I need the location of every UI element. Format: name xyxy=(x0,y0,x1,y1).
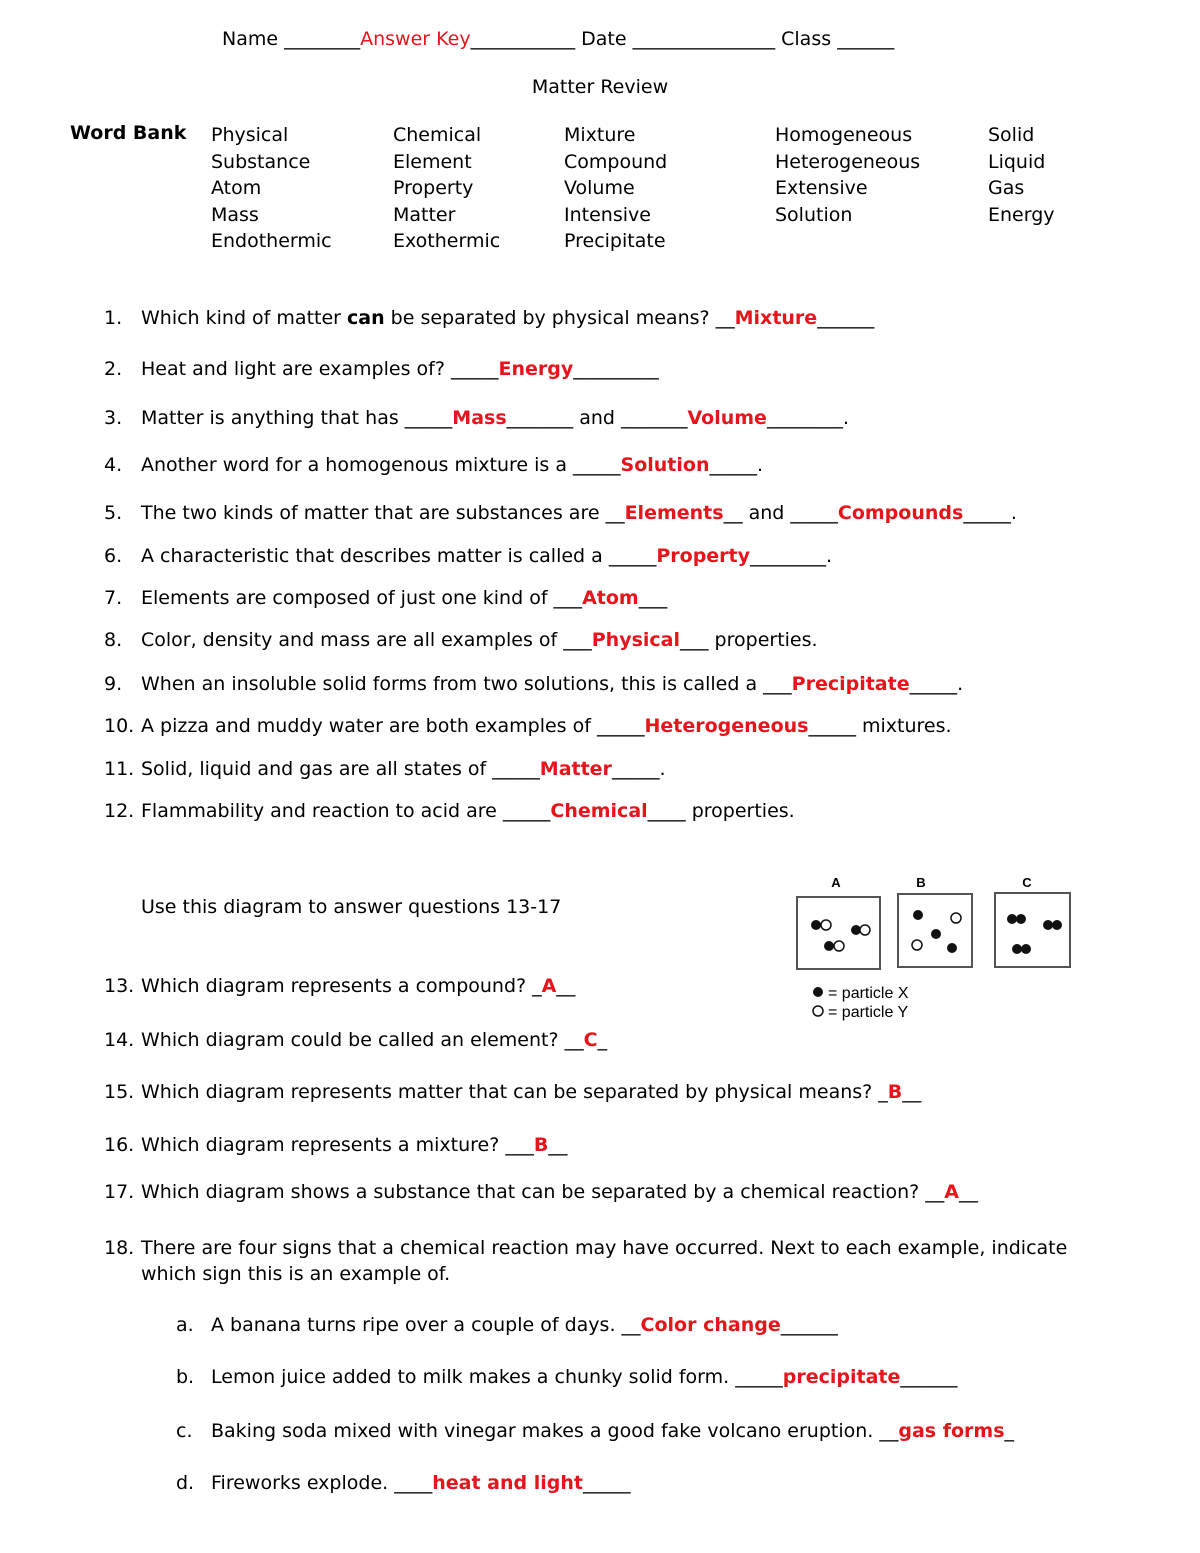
word-bank-label: Word Bank xyxy=(70,122,187,144)
answer-blank: _____. xyxy=(909,673,964,695)
answer: Solution xyxy=(620,454,710,476)
name-label: Name xyxy=(222,28,279,50)
word-bank-term: Solid xyxy=(988,124,1035,146)
answer-blank: ______ xyxy=(900,1366,958,1388)
class-blank: ______ xyxy=(837,28,895,50)
word-bank-term: Substance xyxy=(211,150,311,173)
header-line xyxy=(222,28,894,50)
question-number: 8. xyxy=(104,629,123,651)
legend-particle-y-icon xyxy=(813,1006,823,1016)
word-bank-term: Energy xyxy=(988,203,1055,226)
word-bank-term: Intensive xyxy=(564,203,651,226)
word-bank-column-4 xyxy=(775,122,920,228)
word-bank-term: Mixture xyxy=(564,124,636,146)
question-text: __ and _____ xyxy=(723,502,838,524)
answer: Elements xyxy=(624,502,724,524)
question-number: 11. xyxy=(104,758,135,780)
date-blank: _______________ xyxy=(632,28,776,50)
question-number: 10. xyxy=(104,715,135,737)
answer-blank: ______ xyxy=(817,307,875,329)
question-number: 4. xyxy=(104,454,123,476)
name-blank-post: ___________ xyxy=(470,28,576,50)
word-bank-term: Element xyxy=(393,150,472,173)
page-title: Matter Review xyxy=(531,76,669,98)
word-bank-column-2 xyxy=(393,122,500,255)
answer-blank: ___ xyxy=(638,587,668,609)
question-14 xyxy=(104,1029,607,1051)
question-number: 9. xyxy=(104,673,123,695)
question-text: The two kinds of matter that are substances are __ xyxy=(141,502,625,524)
question-text: Lemon juice added to milk makes a chunky solid form. _____ xyxy=(211,1366,783,1388)
word-bank-term: Exothermic xyxy=(393,230,501,252)
question-text: Another word for a homogenous mixture is a _____ xyxy=(141,454,621,476)
answer-blank: ___ properties. xyxy=(680,629,818,651)
question-17 xyxy=(104,1181,978,1203)
question-number: 13. xyxy=(104,975,135,997)
word-bank-column-1 xyxy=(211,122,332,255)
sub-question-letter: b. xyxy=(176,1366,195,1388)
answer-blank: _____. xyxy=(611,758,666,780)
word-bank-term: Matter xyxy=(393,203,456,226)
question-number: 17. xyxy=(104,1181,135,1203)
word-bank-term: Extensive xyxy=(775,177,868,199)
question-9 xyxy=(104,673,963,695)
question-text: Color, density and mass are all examples of ___ xyxy=(141,629,592,651)
answer: Atom xyxy=(582,587,639,609)
question-6 xyxy=(104,545,832,567)
question-text: Which kind of matter xyxy=(141,307,348,329)
question-number: 12. xyxy=(104,800,135,822)
answer-blank: __ xyxy=(556,975,576,997)
answer-blank: _ xyxy=(597,1029,608,1051)
question-number: 16. xyxy=(104,1134,135,1156)
question-13 xyxy=(104,975,575,997)
question-text: Baking soda mixed with vinegar makes a good fake volcano eruption. __ xyxy=(211,1420,899,1442)
question-5 xyxy=(104,502,1017,524)
question-text: When an insoluble solid forms from two solutions, this is called a ___ xyxy=(141,673,792,695)
answer-blank: __ xyxy=(959,1181,978,1203)
answer-blank: _____. xyxy=(709,454,764,476)
answer: Physical xyxy=(591,629,681,651)
answer: heat and light xyxy=(432,1472,583,1494)
word-bank-term: Homogeneous xyxy=(775,124,913,146)
particle-diagram xyxy=(790,872,1080,1022)
question-number: 15. xyxy=(104,1081,135,1103)
question-text: A characteristic that describes matter is called a _____ xyxy=(141,545,657,567)
word-bank-term: Heterogeneous xyxy=(775,150,921,173)
name-answer: Answer Key xyxy=(360,28,471,50)
question-18 xyxy=(104,1235,1104,1287)
answer: Compounds xyxy=(837,502,964,524)
word-bank-term: Property xyxy=(393,177,474,199)
answer-blank: _________ xyxy=(573,358,659,380)
question-text: Flammability and reaction to acid are _____ xyxy=(141,800,551,822)
answer: gas forms xyxy=(898,1420,1005,1442)
answer: Chemical xyxy=(550,800,648,822)
question-text: Which diagram represents a compound? _ xyxy=(141,975,542,997)
question-number: 1. xyxy=(104,307,123,329)
answer-blank: _____ xyxy=(582,1472,631,1494)
answer: Energy xyxy=(498,358,574,380)
question-text: Heat and light are examples of? _____ xyxy=(141,358,499,380)
answer: B xyxy=(533,1134,549,1156)
diagram-intro: Use this diagram to answer questions 13-17 xyxy=(141,896,562,918)
answer-blank: ______ xyxy=(780,1314,838,1336)
answer-blank: __ xyxy=(902,1081,922,1103)
answer-blank: _____ mixtures. xyxy=(808,715,952,737)
word-bank-term: Compound xyxy=(564,150,668,173)
question-text: Elements are composed of just one kind of ___ xyxy=(141,587,583,609)
class-label: Class xyxy=(781,28,832,50)
answer: Precipitate xyxy=(791,673,910,695)
answer-blank: _____. xyxy=(963,502,1017,524)
question-16 xyxy=(104,1134,567,1156)
word-bank-term: Gas xyxy=(988,177,1025,199)
question-3 xyxy=(104,407,849,429)
answer: Matter xyxy=(539,758,612,780)
sub-question-letter: c. xyxy=(176,1420,193,1442)
word-bank-term: Solution xyxy=(775,203,853,226)
answer: Volume xyxy=(687,407,767,429)
question-text: Matter is anything that has _____ xyxy=(141,407,453,429)
question-text: A pizza and muddy water are both examples of _____ xyxy=(141,715,645,737)
question-15 xyxy=(104,1081,921,1103)
question-number: 2. xyxy=(104,358,123,380)
question-18c xyxy=(176,1420,1014,1442)
word-bank-term: Precipitate xyxy=(564,230,666,252)
diagram-label-b: B xyxy=(916,875,926,890)
answer: C xyxy=(583,1029,598,1051)
answer-blank: ________. xyxy=(750,545,833,567)
word-bank-term: Atom xyxy=(211,177,262,199)
legend-particle-x: = particle X xyxy=(828,985,909,1002)
legend-particle-y: = particle Y xyxy=(828,1004,909,1021)
question-text: Which diagram represents a mixture? ___ xyxy=(141,1134,534,1156)
word-bank-term: Volume xyxy=(564,177,635,199)
question-text: Solid, liquid and gas are all states of _____ xyxy=(141,758,540,780)
word-bank-term: Chemical xyxy=(393,124,482,146)
question-text: Fireworks explode. ____ xyxy=(211,1472,433,1494)
question-18a xyxy=(176,1314,838,1336)
question-text: Which diagram could be called an element? __ xyxy=(141,1029,584,1051)
answer: Mixture xyxy=(734,307,818,329)
sub-question-letter: d. xyxy=(176,1472,195,1494)
word-bank-term: Mass xyxy=(211,203,259,226)
question-1 xyxy=(104,307,874,329)
question-text: There are four signs that a chemical reaction may have occurred. Next to each example, indicate which sign this is an example of. xyxy=(141,1237,1068,1285)
word-bank-term: Physical xyxy=(211,124,289,146)
sub-question-letter: a. xyxy=(176,1314,194,1336)
word-bank-term: Liquid xyxy=(988,150,1046,173)
question-number: 7. xyxy=(104,587,123,609)
answer: Heterogeneous xyxy=(644,715,809,737)
word-bank-column-5 xyxy=(988,122,1055,228)
diagram-label-c: C xyxy=(1022,875,1032,890)
question-text: _______ and _______ xyxy=(506,407,688,429)
answer-blank: __ xyxy=(548,1134,568,1156)
answer: precipitate xyxy=(782,1366,901,1388)
question-18b xyxy=(176,1366,957,1388)
diagram-box-c xyxy=(995,893,1070,967)
question-12 xyxy=(104,800,795,822)
answer: Property xyxy=(656,545,751,567)
question-text: Which diagram shows a substance that can be separated by a chemical reaction? __ xyxy=(141,1181,945,1203)
word-bank-column-3 xyxy=(564,122,667,255)
question-number: 3. xyxy=(104,407,123,429)
word-bank-term: Endothermic xyxy=(211,230,332,252)
question-18d xyxy=(176,1472,630,1494)
question-10 xyxy=(104,715,952,737)
question-text: A banana turns ripe over a couple of days. __ xyxy=(211,1314,641,1336)
question-text: Which diagram represents matter that can be separated by physical means? _ xyxy=(141,1081,888,1103)
question-number: 14. xyxy=(104,1029,135,1051)
answer-blank: _ xyxy=(1004,1420,1015,1442)
question-2 xyxy=(104,358,659,380)
legend-particle-x-icon xyxy=(813,987,823,997)
answer-blank: ________. xyxy=(766,407,849,429)
answer-blank: ____ properties. xyxy=(647,800,795,822)
answer: B xyxy=(887,1081,903,1103)
question-number: 5. xyxy=(104,502,123,524)
question-number: 18. xyxy=(104,1237,135,1259)
date-label: Date xyxy=(581,28,627,50)
question-number: 6. xyxy=(104,545,123,567)
question-8 xyxy=(104,629,818,651)
diagram-label-a: A xyxy=(831,875,841,890)
question-emphasis: can xyxy=(347,307,385,329)
answer: A xyxy=(541,975,557,997)
answer: Mass xyxy=(452,407,507,429)
answer: Color change xyxy=(640,1314,781,1336)
question-4 xyxy=(104,454,763,476)
name-blank-pre: ________ xyxy=(284,28,361,50)
question-text: be separated by physical means? __ xyxy=(384,307,735,329)
answer: A xyxy=(944,1181,959,1203)
question-7 xyxy=(104,587,667,609)
question-11 xyxy=(104,758,665,780)
